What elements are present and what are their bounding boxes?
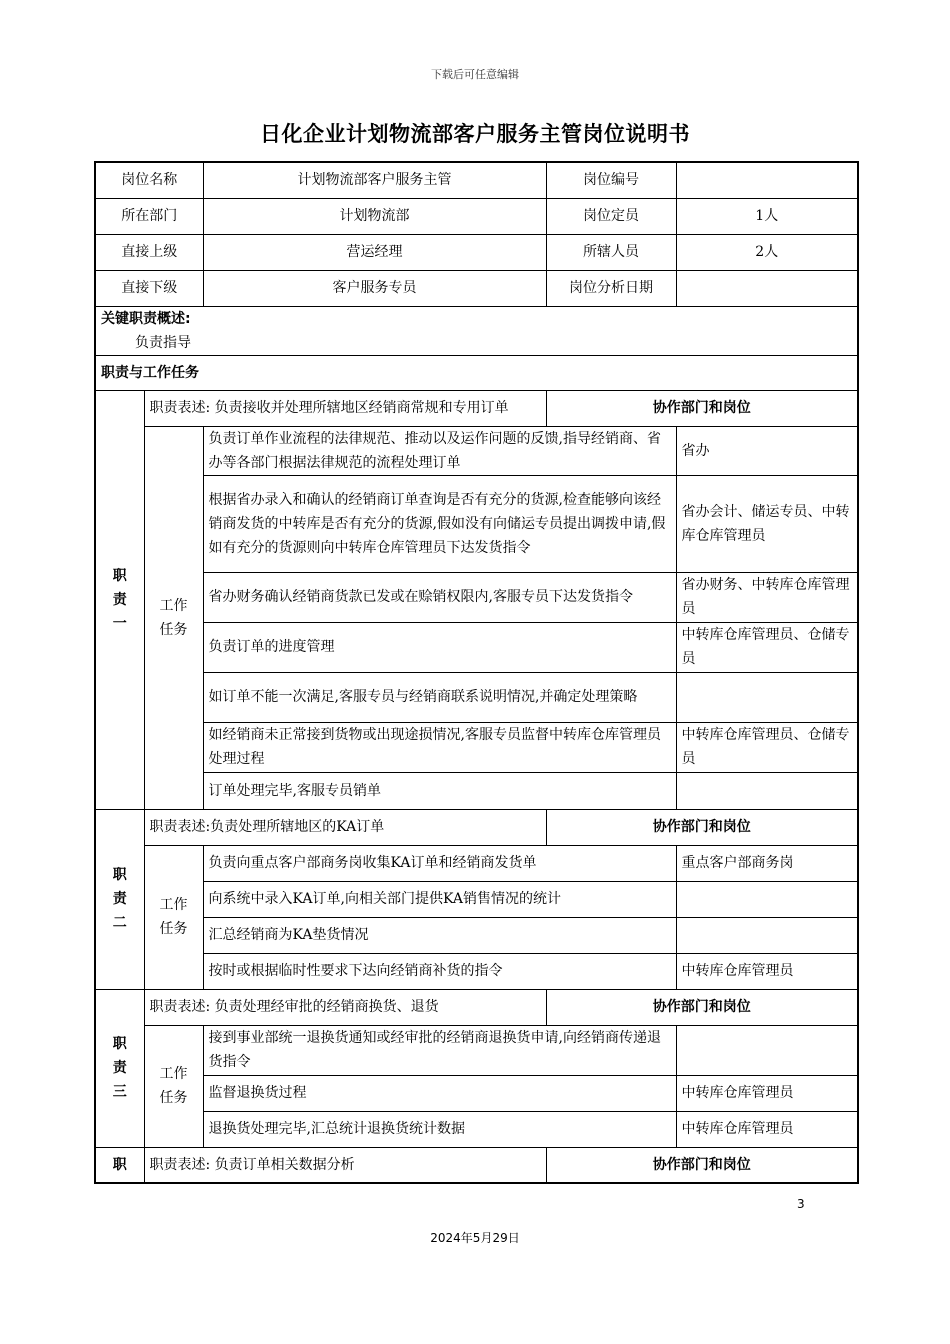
task-text: 按时或根据临时性要求下达向经销商补货的指令 [203, 953, 676, 989]
task-row [95, 917, 858, 953]
duty-label-text: 职 [112, 1156, 127, 1173]
task-collab [676, 672, 858, 722]
info-label: 岗位名称 [95, 162, 203, 198]
task-row [95, 426, 858, 475]
work-task-label-text: 工作任务 [159, 597, 188, 638]
tasks-header: 职责与工作任务 [95, 355, 858, 390]
collab-header: 协作部门和岗位 [546, 1147, 858, 1183]
job-description-table [94, 161, 859, 1184]
footer-date: 2024年5月29日 [430, 1231, 520, 1245]
info-label: 岗位定员 [546, 198, 676, 234]
document-title: 日化企业计划物流部客户服务主管岗位说明书 [260, 122, 690, 146]
info-value [676, 162, 858, 198]
info-label: 所辖人员 [546, 234, 676, 270]
info-value: 计划物流部 [203, 198, 546, 234]
duty-statement-row [95, 809, 858, 845]
task-row [95, 672, 858, 722]
task-text: 根据省办录入和确认的经销商订单查询是否有充分的货源,检查能够向该经销商发货的中转库是否有充分的货源,假如没有向储运专员提出调拨申请,假如有充分的货源则向中转库仓库管理员下达发货指令 [203, 475, 676, 572]
collab-header: 协作部门和岗位 [546, 390, 858, 426]
info-label: 岗位编号 [546, 162, 676, 198]
info-label: 岗位分析日期 [546, 270, 676, 306]
task-collab: 省办财务、中转库仓库管理员 [676, 572, 858, 622]
task-row [95, 1025, 858, 1075]
task-text: 接到事业部统一退换货通知或经审批的经销商退换货申请,向经销商传递退货指令 [203, 1025, 676, 1075]
task-row [95, 1075, 858, 1111]
task-row [95, 722, 858, 772]
task-row [95, 881, 858, 917]
task-collab [676, 1025, 858, 1075]
task-row [95, 772, 858, 809]
duty-statement: 职责表述: 负责订单相关数据分析 [144, 1147, 546, 1183]
task-collab [676, 772, 858, 809]
task-text: 负责向重点客户部商务岗收集KA订单和经销商发货单 [203, 845, 676, 881]
info-value: 客户服务专员 [203, 270, 546, 306]
duty-label [95, 989, 144, 1147]
duty-statement-row [95, 1147, 858, 1183]
task-row [95, 1111, 858, 1147]
task-row [95, 475, 858, 572]
tasks-header-row [95, 355, 858, 390]
work-task-label-text: 工作任务 [159, 1066, 188, 1106]
task-text: 如订单不能一次满足,客服专员与经销商联系说明情况,并确定处理策略 [203, 672, 676, 722]
duty-statement: 职责表述: 负责接收并处理所辖地区经销商常规和专用订单 [144, 390, 546, 426]
task-text: 监督退换货过程 [203, 1075, 676, 1111]
info-row [95, 198, 858, 234]
info-value: 2人 [676, 234, 858, 270]
overview-cell [95, 306, 858, 355]
info-row [95, 270, 858, 306]
task-text: 汇总经销商为KA垫货情况 [203, 917, 676, 953]
task-collab [676, 917, 858, 953]
task-collab: 重点客户部商务岗 [676, 845, 858, 881]
page-number: 3 [797, 1197, 805, 1211]
task-text: 省办财务确认经销商货款已发或在赊销权限内,客服专员下达发货指令 [203, 572, 676, 622]
task-collab: 中转库仓库管理员、仓储专员 [676, 622, 858, 672]
info-value: 1人 [676, 198, 858, 234]
task-text: 如经销商未正常接到货物或出现途损情况,客服专员监督中转库仓库管理员处理过程 [203, 722, 676, 772]
info-label: 直接下级 [95, 270, 203, 306]
task-text: 退换货处理完毕,汇总统计退换货统计数据 [203, 1111, 676, 1147]
header-note: 下载后可任意编辑 [431, 68, 519, 81]
task-text: 订单处理完毕,客服专员销单 [203, 772, 676, 809]
work-task-label [144, 426, 203, 809]
info-label: 直接上级 [95, 234, 203, 270]
task-text: 负责订单的进度管理 [203, 622, 676, 672]
task-collab: 中转库仓库管理员 [676, 1075, 858, 1111]
overview-row [95, 306, 858, 355]
work-task-label [144, 845, 203, 989]
duty-label-text: 职责一 [112, 567, 127, 632]
task-collab: 中转库仓库管理员 [676, 953, 858, 989]
info-row [95, 234, 858, 270]
task-collab [676, 881, 858, 917]
task-text: 负责订单作业流程的法律规范、推动以及运作问题的反馈,指导经销商、省办等各部门根据法律规范的流程处理订单 [203, 426, 676, 475]
duty-label [95, 809, 144, 989]
info-value: 计划物流部客户服务主管 [203, 162, 546, 198]
task-row [95, 572, 858, 622]
work-task-label-text: 工作任务 [159, 897, 188, 937]
duty-label-text: 职责二 [112, 867, 127, 931]
collab-header: 协作部门和岗位 [546, 809, 858, 845]
duty-statement-row [95, 989, 858, 1025]
task-collab: 省办 [676, 426, 858, 475]
duty-label-text: 职责三 [112, 1036, 127, 1100]
duty-statement: 职责表述:负责处理所辖地区的KA订单 [144, 809, 546, 845]
task-row [95, 622, 858, 672]
duty-statement: 职责表述: 负责处理经审批的经销商换货、退货 [144, 989, 546, 1025]
collab-header: 协作部门和岗位 [546, 989, 858, 1025]
task-collab: 中转库仓库管理员、仓储专员 [676, 722, 858, 772]
duty-statement-row [95, 390, 858, 426]
info-value [676, 270, 858, 306]
info-value: 营运经理 [203, 234, 546, 270]
overview-label: 关键职责概述: [101, 310, 191, 327]
duty-label [95, 1147, 144, 1183]
task-row [95, 845, 858, 881]
task-collab: 中转库仓库管理员 [676, 1111, 858, 1147]
info-row [95, 162, 858, 198]
duty-label [95, 390, 144, 809]
task-row [95, 953, 858, 989]
overview-value: 负责指导 [135, 334, 191, 351]
task-collab: 省办会计、储运专员、中转库仓库管理员 [676, 475, 858, 572]
task-text: 向系统中录入KA订单,向相关部门提供KA销售情况的统计 [203, 881, 676, 917]
work-task-label [144, 1025, 203, 1147]
info-label: 所在部门 [95, 198, 203, 234]
